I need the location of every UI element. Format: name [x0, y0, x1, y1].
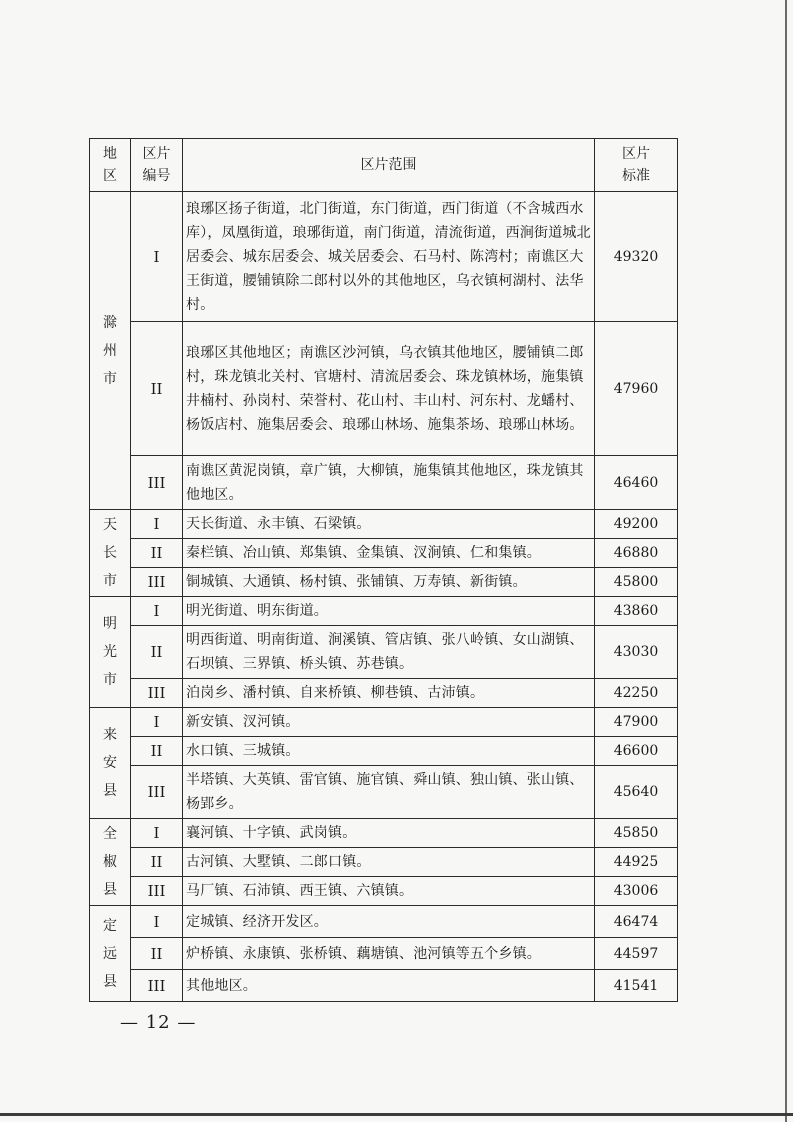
region-name: 定远县 [103, 917, 117, 990]
table-row [90, 737, 678, 766]
zone-code-cell: II [131, 938, 183, 970]
header-scope-label: 区片范围 [360, 157, 417, 173]
zone-scope-cell: 琅琊区扬子街道，北门街道，东门街道，西门街道（不含城西水库），凤凰街道，琅琊街道，南门街道，清流街道，西涧街道城北居委会、城东居委会、城关居委会、石马村、陈湾村；南谯区大王街道，腰铺镇除二郎村以外的其他地区，乌衣镇柯湖村、法华村。 [183, 192, 595, 322]
zone-scope-cell: 其他地区。 [183, 970, 595, 1002]
zone-code-cell: II [131, 322, 183, 456]
region-name: 天长市 [103, 517, 117, 589]
table-row [90, 192, 678, 322]
zone-code-cell: I [131, 597, 183, 626]
header-code-label: 区片 编号 [142, 146, 171, 184]
zone-standard-cell: 41541 [595, 970, 678, 1002]
page-number: — 12 — [120, 1012, 197, 1033]
zone-standard-cell: 45800 [595, 568, 678, 597]
region-name: 滁州市 [103, 314, 117, 387]
table-body [90, 192, 678, 1002]
zone-standard-cell: 47960 [595, 322, 678, 456]
zone-standard-cell: 46880 [595, 539, 678, 568]
zone-code-cell: I [131, 708, 183, 737]
zone-scope-cell: 泊岗乡、潘村镇、自来桥镇、柳巷镇、古沛镇。 [183, 679, 595, 708]
table-row [90, 848, 678, 877]
table-row [90, 510, 678, 539]
scan-edge-bottom [0, 1113, 793, 1116]
zone-standard-cell: 49200 [595, 510, 678, 539]
zone-scope-cell: 琅琊区其他地区；南谯区沙河镇，乌衣镇其他地区，腰铺镇二郎村，珠龙镇北关村、官塘村、清流居委会、珠龙镇林场，施集镇井楠村、孙岗村、荣誉村、花山村、丰山村、河东村、龙蟠村、杨饭店村、施集居委会、琅琊山林场、施集茶场、琅琊山林场。 [183, 322, 595, 456]
zone-standard-cell: 42250 [595, 679, 678, 708]
zone-scope-cell: 炉桥镇、永康镇、张桥镇、藕塘镇、池河镇等五个乡镇。 [183, 938, 595, 970]
table-row [90, 456, 678, 510]
region-cell [90, 906, 131, 1002]
region-name: 明光市 [103, 616, 117, 688]
zone-code-cell: II [131, 737, 183, 766]
zone-standard-cell: 43006 [595, 877, 678, 906]
header-scope [183, 139, 595, 192]
zone-scope-cell: 明西街道、明南街道、涧溪镇、管店镇、张八岭镇、女山湖镇、石坝镇、三界镇、桥头镇、苏巷镇。 [183, 626, 595, 679]
table-row [90, 568, 678, 597]
zone-standard-cell: 44925 [595, 848, 678, 877]
zone-scope-cell: 新安镇、汊河镇。 [183, 708, 595, 737]
zone-scope-cell: 铜城镇、大通镇、杨村镇、张铺镇、万寿镇、新街镇。 [183, 568, 595, 597]
zone-scope-cell: 水口镇、三城镇。 [183, 737, 595, 766]
table-row [90, 938, 678, 970]
region-name: 来安县 [103, 727, 117, 799]
zone-standard-cell: 43860 [595, 597, 678, 626]
zone-code-cell: III [131, 877, 183, 906]
zone-code-cell: III [131, 456, 183, 510]
header-standard-label: 区片 标准 [622, 146, 650, 184]
table-row [90, 626, 678, 679]
zone-code-cell: I [131, 819, 183, 848]
region-cell [90, 192, 131, 510]
region-cell [90, 819, 131, 906]
table-row [90, 539, 678, 568]
table-row [90, 679, 678, 708]
zone-code-cell: III [131, 679, 183, 708]
land-price-table [89, 138, 678, 1002]
region-cell [90, 597, 131, 708]
zone-scope-cell: 古河镇、大墅镇、二郎口镇。 [183, 848, 595, 877]
zone-code-cell: I [131, 906, 183, 938]
header-standard [595, 139, 678, 192]
table-row [90, 708, 678, 737]
zone-standard-cell: 46460 [595, 456, 678, 510]
zone-standard-cell: 45850 [595, 819, 678, 848]
region-name: 全椒县 [103, 826, 117, 898]
table-row [90, 766, 678, 819]
header-row [90, 139, 678, 192]
table-row [90, 877, 678, 906]
zone-code-cell: II [131, 539, 183, 568]
region-cell [90, 708, 131, 819]
zone-code-cell: II [131, 848, 183, 877]
zone-standard-cell: 44597 [595, 938, 678, 970]
table-row [90, 597, 678, 626]
zone-scope-cell: 定城镇、经济开发区。 [183, 906, 595, 938]
zone-standard-cell: 43030 [595, 626, 678, 679]
zone-code-cell: III [131, 568, 183, 597]
scan-edge-right [785, 0, 787, 1122]
zone-scope-cell: 襄河镇、十字镇、武岗镇。 [183, 819, 595, 848]
zone-scope-cell: 明光街道、明东街道。 [183, 597, 595, 626]
table-row [90, 970, 678, 1002]
zone-scope-cell: 秦栏镇、冶山镇、郑集镇、金集镇、汊涧镇、仁和集镇。 [183, 539, 595, 568]
zone-code-cell: I [131, 510, 183, 539]
zone-scope-cell: 天长街道、永丰镇、石梁镇。 [183, 510, 595, 539]
zone-standard-cell: 49320 [595, 192, 678, 322]
zone-standard-cell: 46474 [595, 906, 678, 938]
table-row [90, 322, 678, 456]
zone-scope-cell: 马厂镇、石沛镇、西王镇、六镇镇。 [183, 877, 595, 906]
zone-code-cell: III [131, 970, 183, 1002]
zone-code-cell: I [131, 192, 183, 322]
table-row [90, 906, 678, 938]
zone-code-cell: II [131, 626, 183, 679]
table-row [90, 819, 678, 848]
zone-scope-cell: 半塔镇、大英镇、雷官镇、施官镇、舜山镇、独山镇、张山镇、杨郢乡。 [183, 766, 595, 819]
header-code [131, 139, 183, 192]
header-region [90, 139, 131, 192]
region-cell [90, 510, 131, 597]
zone-code-cell: III [131, 766, 183, 819]
header-region-label: 地 区 [103, 146, 117, 184]
zone-standard-cell: 45640 [595, 766, 678, 819]
zone-standard-cell: 46600 [595, 737, 678, 766]
zone-scope-cell: 南谯区黄泥岗镇，章广镇，大柳镇，施集镇其他地区，珠龙镇其他地区。 [183, 456, 595, 510]
zone-standard-cell: 47900 [595, 708, 678, 737]
